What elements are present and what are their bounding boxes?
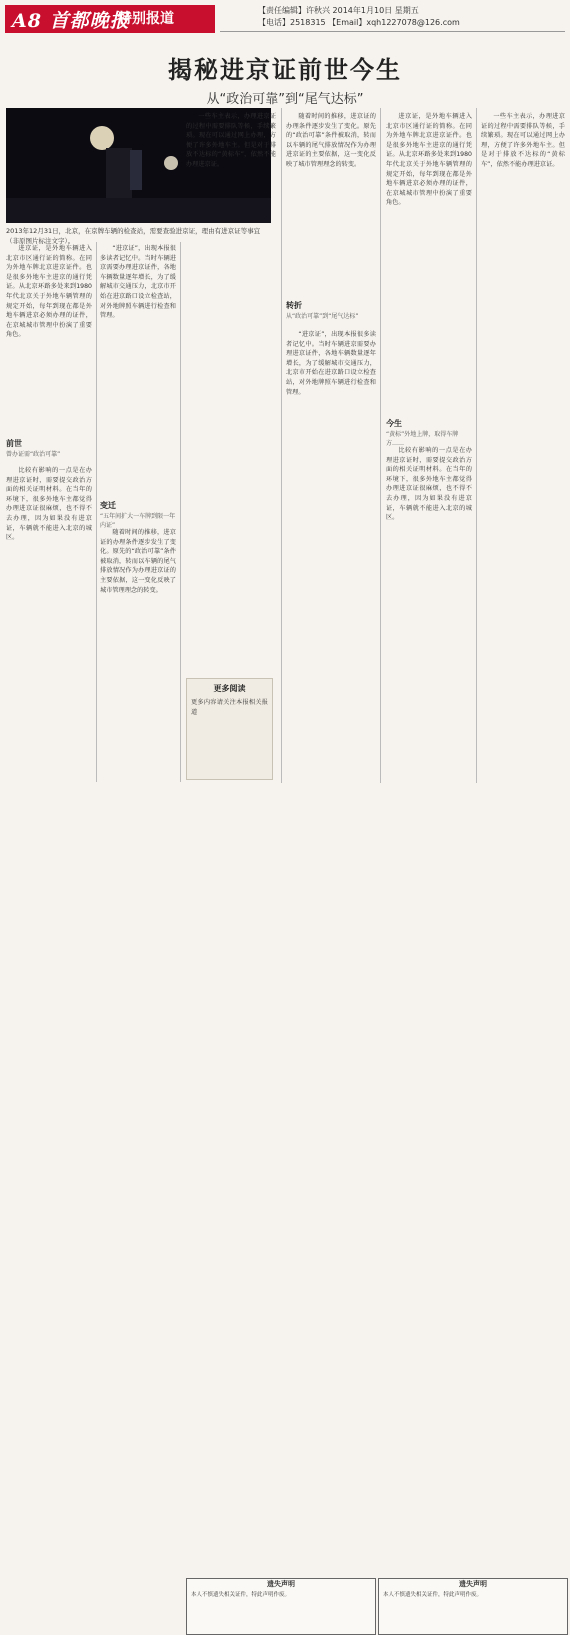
column-divider — [380, 108, 381, 783]
section-heading — [6, 438, 92, 458]
sidebox-title: 更多阅读 — [213, 684, 246, 693]
section-heading — [286, 300, 376, 320]
photo-caption: 2013年12月31日，北京，在京牌车辆的检查站，需要查验进京证，理由有进京证等事宜（非原图片标注文字）。 — [6, 227, 261, 245]
section-title: 变迁 — [100, 501, 116, 510]
section-subtitle: “五年间扩大一车牌到限一年内证” — [100, 513, 176, 529]
notice-box — [186, 1578, 376, 1635]
article-column: 进京证，是外地车辆进入北京市区通行证的简称。在同为外地车牌北京进京证件。也是很多外地车主进京的通行凭证。从北京环路多处来到1980年代北京关于外地车辆管理的规定开始，每年到现在都是外地车辆进京必须办理的证件，在京城城市管理中扮演了重要角色。 — [386, 113, 472, 207]
column-divider — [476, 108, 477, 783]
notice-title: 遗失声明 — [267, 1580, 295, 1588]
header-rule — [220, 31, 565, 32]
notice-text: 本人不慎遗失相关证件，特此声明作废。 — [383, 1592, 483, 1598]
section-subtitle: “黄标”外地上牌，取得车牌方…… — [386, 431, 459, 447]
section-label: 特别报道 — [118, 11, 174, 27]
notice-text: 本人不慎遗失相关证件，特此声明作废。 — [191, 1592, 291, 1598]
section-subtitle: 曾办证需“政治可靠” — [6, 451, 61, 458]
column-divider — [180, 242, 181, 782]
page-header — [0, 0, 570, 32]
editor-line: 【责任编辑】许秋兴 2014年1月10日 星期五 — [258, 6, 419, 15]
section-heading — [386, 418, 472, 447]
section-title: 前世 — [6, 439, 22, 448]
article-column: 随着时间的推移，进京证的办理条件逐步发生了变化。原先的“政治可靠”条件被取消，转而以车辆的尾气排放情况作为办理进京证的主要依据，这一变化反映了城市管理理念的转变。 — [286, 113, 376, 168]
notice-box — [378, 1578, 568, 1635]
section-subtitle: 从“政治可靠”到“尾气达标” — [286, 313, 359, 320]
headline: 揭秘进京证前世今生 — [168, 56, 402, 84]
further-reading-box — [186, 678, 273, 780]
column-divider — [281, 108, 282, 783]
article-column: 进京证，是外地车辆进入北京市区通行证的简称。在同为外地车牌北京进京证件。也是很多外地车主进京的通行凭证。从北京环路多处来到1980年代北京关于外地车辆管理的规定开始，每年到现在都是外地车辆进京必须办理的证件，在京城城市管理中扮演了重要角色。 — [6, 245, 92, 339]
contact-line: 【电话】2518315 【Email】xqh1227078@126.com — [258, 18, 460, 27]
notice-title: 遗失声明 — [459, 1580, 487, 1588]
classified-ads — [0, 788, 570, 1598]
column-divider — [96, 242, 97, 782]
article-column: 一些车主表示，办理进京证的过程中需要排队等候，手续繁琐。现在可以通过网上办理，方便了许多外地车主。但是对于排放不达标的“黄标车”，依然不能办理进京证。 — [186, 113, 276, 168]
newspaper-brand: A8 首都晚报 — [12, 10, 130, 32]
article-column: 一些车主表示，办理进京证的过程中需要排队等候，手续繁琐。现在可以通过网上办理，方便了许多外地车主。但是对于排放不达标的“黄标车”，依然不能办理进京证。 — [481, 113, 565, 168]
section-title: 今生 — [386, 419, 402, 428]
section-heading — [100, 500, 176, 529]
article-column: 比较有影响的一点是在办理进京证时，需要提交政治方面的相关证明材料。在当年的环境下，很多外地车主都觉得办理进京证很麻烦，也不得不去办理，因为如果没有进京证，车辆就不能进入北京的城区。 — [386, 447, 472, 522]
section-title: 转折 — [286, 301, 302, 310]
subheadline: 从“政治可靠”到“尾气达标” — [206, 92, 364, 107]
article-column: 随着时间的推移，进京证的办理条件逐步发生了变化。原先的“政治可靠”条件被取消，转而以车辆的尾气排放情况作为办理进京证的主要依据，这一变化反映了城市管理理念的转变。 — [100, 529, 176, 594]
article-column: 比较有影响的一点是在办理进京证时，需要提交政治方面的相关证明材料。在当年的环境下，很多外地车主都觉得办理进京证很麻烦，也不得不去办理，因为如果没有进京证，车辆就不能进入北京的城区。 — [6, 467, 92, 542]
article-column: “进京证”，出现本报很多读者记忆中。当时车辆进京需要办理进京证件，各地车辆数量逐年增长，为了缓解城市交通压力，北京市开始在进京路口设立检查站，对外地牌照车辆进行检查和管理。 — [286, 331, 376, 396]
article-column: “进京证”，出现本报很多读者记忆中。当时车辆进京需要办理进京证件，各地车辆数量逐年增长，为了缓解城市交通压力，北京市开始在进京路口设立检查站，对外地牌照车辆进行检查和管理。 — [100, 245, 176, 320]
sidebox-text: 更多内容请关注本报相关报道 — [191, 699, 268, 716]
